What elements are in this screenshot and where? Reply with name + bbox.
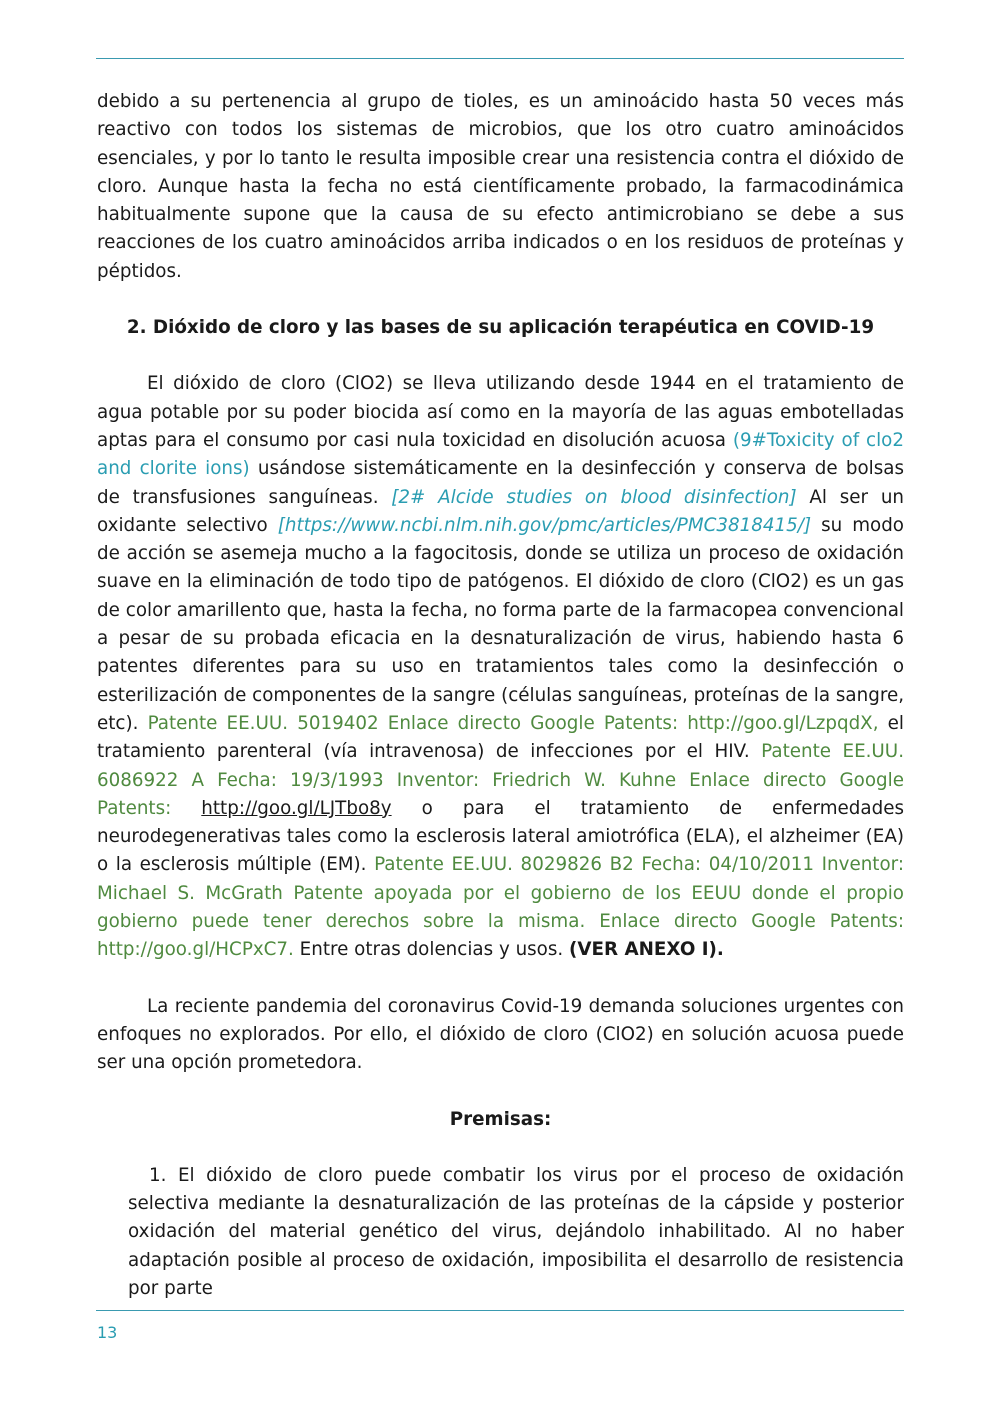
page-number: 13 <box>97 1323 118 1342</box>
patent-5019402[interactable]: Patente EE.UU. 5019402 Enlace directo Google Patents: http://goo.gl/LzpqdX, <box>147 712 879 734</box>
reference-toxicity[interactable]: (9#Toxicity of clo2 and clorite ions) <box>97 429 904 480</box>
footer-rule <box>96 1310 904 1311</box>
list-item: 1. El dióxido de cloro puede combatir los virus por el proceso de oxidación selectiva mediante la desnaturalización de las proteínas de la cápside y posterior oxidación del material genético del virus, dejándolo inhabilitado. Al no haber adaptación posible al proceso de oxidación, imposibilita el desarrollo de resistencia por parte <box>128 1164 904 1299</box>
paragraph-clo2-history: El dióxido de cloro (ClO2) se lleva utilizando desde 1944 en el tratamiento de agua potable por su poder biocida así como en la mayoría de las aguas embotelladas aptas para el consumo por casi nula toxicidad en disolución acuosa (9#Toxicity of clo2 and clorite ions) usándose sistemáticamente en la desinfección y conserva de bolsas de transfusiones sanguíneas. [2# Alcide studies on blood disinfection] Al ser un oxidante selectivo [https://www.ncbi.nlm.nih.gov/pmc/articles/PMC3818415/] su modo de acción se asemeja mucho a la fagocitosis, donde se utiliza un proceso de oxidación suave en la eliminación de todo tipo de patógenos. El dióxido de cloro (ClO2) es un gas de color amarillento que, hasta la fecha, no forma parte de la farmacopea convencional a pesar de su probada eficacia en la desnaturalización de virus, habiendo hasta 6 patentes diferentes para su uso en tratamientos tales como la desinfección o esterilización de componentes de la sangre (células sanguíneas, proteínas de la sangre, etc). Patente EE.UU. 5019402 Enlace directo Google Patents: http://goo.gl/LzpqdX, el tratamiento parenteral (vía intravenosa) de infecciones por el HIV. Patente EE.UU. 6086922 A Fecha: 19/3/1993 Inventor: Friedrich W. Kuhne Enlace directo Google Patents: http://goo.gl/LJTbo8y o para el tratamiento de enfermedades neurodegenerativas tales como la esclerosis lateral amiotrófica (ELA), el alzheimer (EA) o la esclerosis múltiple (EM). Patente EE.UU. 8029826 B2 Fecha: 04/10/2011 Inventor: Michael S. McGrath Patente apoyada por el gobierno de los EEUU donde el propio gobierno puede tener derechos sobre la misma. Enlace directo Google Patents: http://goo.gl/HCPxC7. Entre otras dolencias y usos. (VER ANEXO I). <box>97 373 905 961</box>
reference-alcide[interactable]: [2# Alcide studies on blood disinfection] <box>391 486 797 508</box>
paragraph-aminoacids: debido a su pertenencia al grupo de tioles, es un aminoácido hasta 50 veces más reactivo con todos los sistemas de microbios, que los otro cuatro aminoácidos esenciales, y por lo tanto le resulta imposible crear una resistencia contra el dióxido de cloro. Aunque hasta la fecha no está científicamente probado, la farmacodinámica habitualmente supone que la causa de su efecto antimicrobiano se debe a sus reacciones de los cuatro aminoácidos arriba indicados o en los residuos de proteínas y péptidos. <box>97 91 904 282</box>
paragraph-pandemic: La reciente pandemia del coronavirus Covid-19 demanda soluciones urgentes con enfoques no explorados. Por ello, el dióxido de cloro (ClO2) en solución acuosa puede ser una opción prometedora. <box>97 995 904 1074</box>
patent-6086922-link[interactable]: http://goo.gl/LJTbo8y <box>201 797 392 819</box>
patent-8029826[interactable]: Patente EE.UU. 8029826 B2 Fecha: 04/10/2011 Inventor: Michael S. McGrath Patente apoyada por el gobierno de los EEUU donde el propio gobierno puede tener derechos sobre la misma. Enlace directo Google Patents: http://goo.gl/HCPxC7. <box>97 854 904 961</box>
page-body <box>97 88 904 1303</box>
header-rule <box>96 58 904 59</box>
annex-reference: (VER ANEXO I). <box>569 939 724 961</box>
reference-ncbi-link[interactable]: [https://www.ncbi.nlm.nih.gov/pmc/articles/PMC3818415/] <box>277 514 812 536</box>
section-heading: 2. Dióxido de cloro y las bases de su aplicación terapéutica en COVID-19 <box>126 317 875 339</box>
patent-6086922[interactable]: Patente EE.UU. 6086922 A Fecha: 19/3/1993 Inventor: Friedrich W. Kuhne Enlace directo Google Patents: <box>97 741 905 819</box>
premisas-heading: Premisas: <box>449 1108 552 1130</box>
